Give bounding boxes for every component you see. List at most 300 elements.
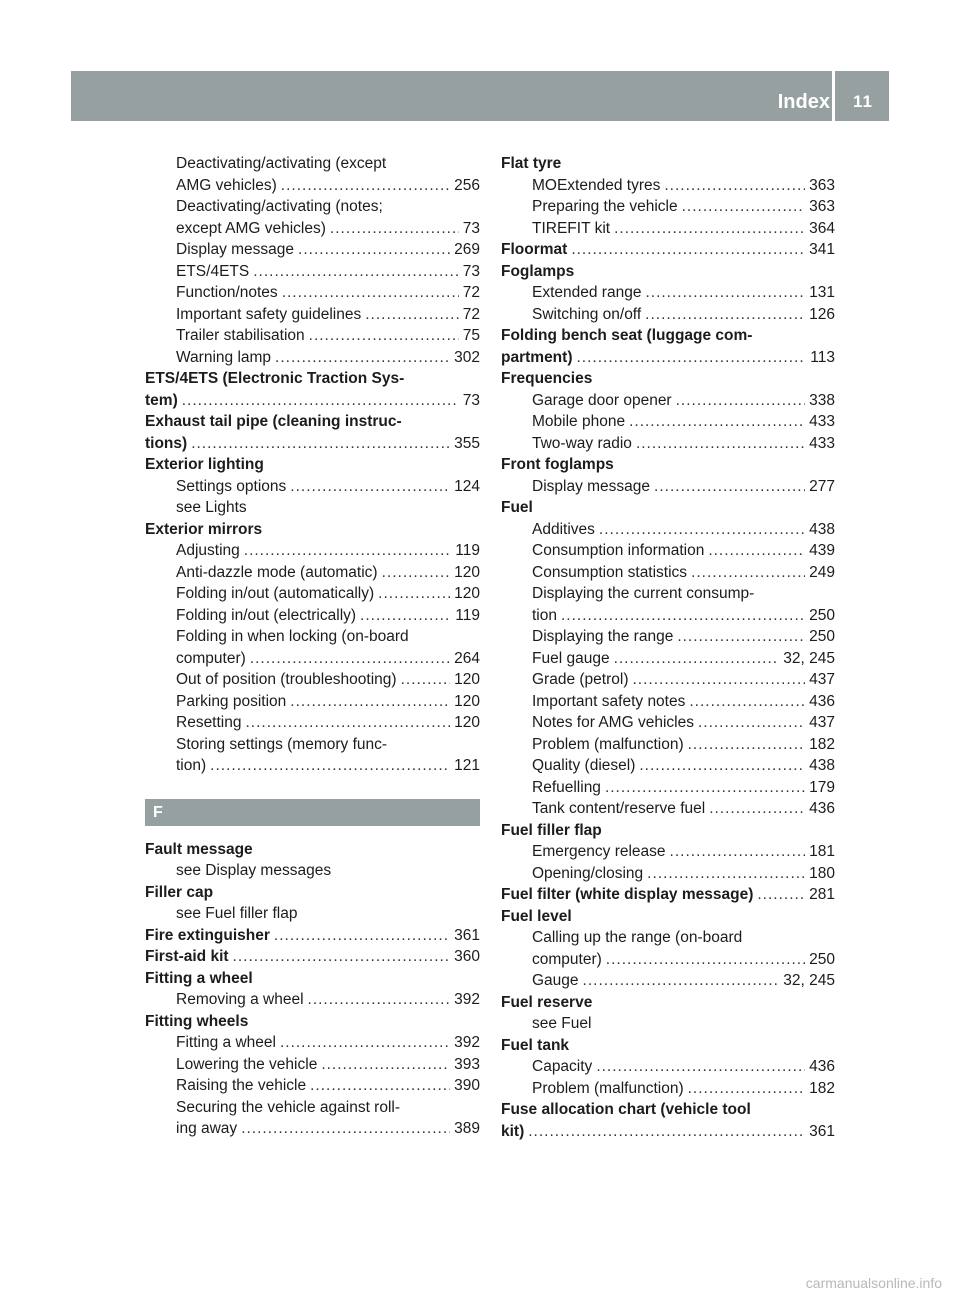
index-entry-heading (501, 454, 835, 476)
dot-leader (245, 712, 450, 734)
page-reference: 124 (454, 477, 480, 495)
page-reference: 32, 245 (783, 649, 835, 667)
entry-text: Adjusting (176, 542, 240, 559)
dot-leader (632, 669, 805, 691)
dot-leader (290, 691, 450, 713)
entry-text: Filler cap (145, 883, 214, 901)
page-reference: 72 (462, 284, 480, 301)
index-column-left (145, 153, 480, 1140)
page-reference: 119 (455, 542, 480, 559)
dot-leader (654, 476, 805, 498)
entry-text: Quality (diesel) (532, 757, 636, 774)
index-entry-heading (501, 820, 835, 842)
entry-text: Folding in when locking (on-board (176, 628, 409, 645)
index-entry (501, 777, 835, 799)
page-reference: 437 (809, 671, 835, 688)
index-entry-heading (145, 882, 480, 904)
index-entry (501, 540, 835, 562)
index-entry (145, 1097, 480, 1119)
index-entry (145, 175, 480, 197)
section-title: Index (777, 91, 830, 113)
index-entry (501, 304, 835, 326)
dot-leader (647, 863, 805, 885)
page-reference: 250 (809, 950, 835, 968)
entry-text: Switching on/off (532, 305, 642, 323)
entry-text: Trailer stabilisation (176, 327, 305, 344)
left-entries-bottom (145, 839, 480, 1140)
page-reference: 436 (809, 692, 835, 710)
dot-leader (528, 1121, 805, 1143)
entry-text: Folding in/out (automatically) (176, 585, 375, 602)
entry-text: Grade (petrol) (532, 671, 629, 688)
dot-leader (290, 476, 450, 498)
index-entry (145, 989, 480, 1011)
index-entry (501, 734, 835, 756)
dot-leader (664, 175, 805, 197)
index-entry (145, 755, 480, 777)
index-entry (145, 712, 480, 734)
index-entry (145, 153, 480, 175)
page-reference: 131 (809, 284, 835, 301)
entry-text: Additives (532, 520, 595, 538)
page-reference: 390 (454, 1077, 480, 1094)
entry-text: Foglamps (501, 262, 575, 280)
entry-text: tion (532, 606, 557, 624)
page-reference: 439 (809, 542, 835, 559)
index-entry (501, 1078, 835, 1100)
dot-leader (241, 1118, 450, 1140)
index-entry-heading (501, 906, 835, 928)
page-reference: 120 (454, 563, 480, 581)
page-reference: 438 (809, 757, 835, 774)
index-entry-heading (145, 925, 480, 947)
entry-text: Exhaust tail pipe (cleaning instruc- (145, 413, 402, 430)
entry-text: AMG vehicles) (176, 176, 277, 194)
page-reference: 32, 245 (783, 972, 835, 989)
dot-leader (275, 347, 450, 369)
entry-text: ETS/4ETS (Electronic Traction Sys- (145, 370, 405, 387)
entry-text: Notes for AMG vehicles (532, 714, 694, 731)
dot-leader (691, 562, 805, 584)
index-entry (145, 325, 480, 347)
entry-text: Problem (malfunction) (532, 1079, 684, 1097)
entry-text: Display message (176, 241, 295, 258)
entry-text: Settings options (176, 477, 287, 495)
index-entry (145, 218, 480, 240)
index-entry-heading (501, 261, 835, 283)
dot-leader (309, 325, 459, 347)
entry-text: tion) (176, 757, 207, 774)
index-entry-heading (145, 839, 480, 861)
page-reference: 389 (454, 1120, 480, 1137)
index-entry (501, 1056, 835, 1078)
dot-leader (191, 433, 450, 455)
entry-text: Tank content/reserve fuel (532, 800, 706, 817)
page-reference: 113 (810, 348, 835, 366)
page-reference: 436 (809, 800, 835, 817)
page-reference: 182 (809, 735, 835, 753)
entry-text: Fuel gauge (532, 649, 610, 667)
page-reference: 281 (809, 886, 835, 903)
page-reference: 249 (809, 563, 835, 581)
page-reference: 121 (454, 757, 480, 774)
entry-text: Capacity (532, 1058, 593, 1075)
entry-text: Opening/closing (532, 864, 644, 882)
index-entry (145, 1032, 480, 1054)
dot-leader (698, 712, 805, 734)
entry-text: Storing settings (memory func- (176, 735, 388, 753)
entry-text: Consumption statistics (532, 563, 688, 581)
entry-text: Flat tyre (501, 155, 562, 172)
section-letter: F (153, 803, 163, 821)
index-entry (145, 648, 480, 670)
page-reference: 181 (809, 843, 835, 860)
dot-leader (605, 777, 805, 799)
index-entry (145, 691, 480, 713)
dot-leader (599, 519, 805, 541)
index-entry (145, 860, 480, 882)
index-entry-heading (501, 347, 835, 369)
dot-leader (365, 304, 459, 326)
index-entry-heading (145, 968, 480, 990)
entry-text: Displaying the current consump- (532, 585, 755, 602)
dot-leader (321, 1054, 450, 1076)
page-reference: 364 (809, 219, 835, 237)
index-entry (145, 497, 480, 519)
dot-leader (606, 949, 805, 971)
index-entry-heading (145, 1011, 480, 1033)
entry-text: ETS/4ETS (176, 262, 250, 280)
entry-text: Floormat (501, 241, 568, 258)
page-reference: 433 (809, 413, 835, 430)
index-entry (145, 196, 480, 218)
entry-text: Fuel filter (white display message) (501, 886, 754, 903)
index-entry (145, 476, 480, 498)
dot-leader (614, 648, 780, 670)
index-entry (501, 648, 835, 670)
entry-text: Preparing the vehicle (532, 198, 678, 215)
index-entry (145, 669, 480, 691)
page-reference: 433 (809, 434, 835, 452)
dot-leader (571, 239, 805, 261)
page-reference: 437 (809, 714, 835, 731)
dot-leader (330, 218, 459, 240)
entry-text: see Fuel (532, 1015, 592, 1032)
page-reference: 338 (809, 391, 835, 409)
index-entry (145, 1075, 480, 1097)
dot-leader (280, 1032, 450, 1054)
dot-leader (244, 540, 452, 562)
index-entry (501, 755, 835, 777)
index-entry (501, 691, 835, 713)
entry-text: First-aid kit (145, 948, 229, 965)
entry-text: Gauge (532, 972, 579, 989)
entry-text: Fuse allocation chart (vehicle tool (501, 1101, 751, 1118)
entry-text: Refuelling (532, 778, 601, 796)
page-reference: 250 (809, 628, 835, 645)
page-reference: 120 (454, 671, 480, 688)
page-reference: 360 (454, 948, 480, 965)
page-reference: 250 (809, 606, 835, 624)
dot-leader (310, 1075, 450, 1097)
page-reference: 392 (454, 1034, 480, 1051)
dot-leader (670, 841, 806, 863)
index-entry (501, 583, 835, 605)
page-reference: 361 (454, 926, 480, 944)
index-column-right (501, 153, 835, 1142)
entry-text: see Fuel filler flap (176, 905, 298, 922)
index-entry (501, 1013, 835, 1035)
index-entry (145, 1054, 480, 1076)
dot-leader (709, 798, 805, 820)
index-entry-heading (145, 519, 480, 541)
index-entry-heading (501, 1099, 835, 1121)
entry-text: Fuel (501, 499, 533, 516)
index-entry (501, 863, 835, 885)
page-reference: 75 (462, 327, 480, 344)
page-reference: 120 (454, 585, 480, 602)
entry-text: Lowering the vehicle (176, 1055, 318, 1073)
index-entry-heading (501, 497, 835, 519)
dot-leader (682, 196, 806, 218)
dot-leader (636, 433, 805, 455)
entry-text: Raising the vehicle (176, 1077, 307, 1094)
entry-text: Out of position (troubleshooting) (176, 671, 397, 688)
dot-leader (629, 411, 805, 433)
entry-text: Removing a wheel (176, 991, 304, 1008)
page-reference: 120 (454, 714, 480, 731)
index-entry (501, 626, 835, 648)
entry-text: Frequencies (501, 370, 593, 387)
entry-text: Consumption information (532, 542, 705, 559)
index-entry-heading (501, 1035, 835, 1057)
page-reference: 73 (462, 262, 480, 280)
dot-leader (233, 946, 451, 968)
index-entry-heading (501, 325, 835, 347)
index-entry-heading (501, 1121, 835, 1143)
entry-text: Fitting a wheel (145, 969, 253, 987)
index-entry (501, 175, 835, 197)
index-entry (501, 798, 835, 820)
index-entry (501, 411, 835, 433)
index-entry (145, 626, 480, 648)
entry-text: Extended range (532, 284, 642, 301)
dot-leader (360, 605, 451, 627)
index-entry (501, 841, 835, 863)
index-entry (501, 562, 835, 584)
dot-leader (645, 304, 805, 326)
page-reference: 179 (809, 778, 835, 796)
index-entry-heading (501, 368, 835, 390)
entry-text: see Display messages (176, 862, 332, 879)
index-entry (501, 712, 835, 734)
page-reference: 256 (454, 176, 480, 194)
entry-text: Function/notes (176, 284, 278, 301)
entry-text: Resetting (176, 714, 242, 731)
page-reference: 73 (462, 219, 480, 237)
index-entry (145, 282, 480, 304)
entry-text: Deactivating/activating (except (176, 155, 387, 172)
dot-leader (583, 970, 780, 992)
index-entry (501, 669, 835, 691)
dot-leader (757, 884, 805, 906)
entry-text: Problem (malfunction) (532, 735, 684, 753)
page-reference: 392 (454, 991, 480, 1008)
index-entry (501, 949, 835, 971)
index-entry (145, 239, 480, 261)
page-reference: 436 (809, 1058, 835, 1075)
entry-text: Exterior lighting (145, 456, 264, 473)
right-entries (501, 153, 835, 1142)
section-letter-bar (145, 799, 480, 826)
entry-text: Securing the vehicle against roll- (176, 1098, 401, 1116)
dot-leader (645, 282, 805, 304)
page-number: 11 (853, 92, 873, 111)
entry-text: Displaying the range (532, 628, 674, 645)
index-entry-heading (145, 411, 480, 433)
index-entry-heading (501, 239, 835, 261)
index-entry (145, 903, 480, 925)
entry-text: Fitting a wheel (176, 1034, 276, 1051)
index-entry (145, 347, 480, 369)
index-entry (145, 1118, 480, 1140)
page-reference: 361 (809, 1122, 835, 1140)
entry-text: Folding bench seat (luggage com- (501, 327, 753, 344)
entry-text: TIREFIT kit (532, 219, 611, 237)
page-reference: 264 (454, 649, 480, 667)
index-entry (145, 605, 480, 627)
entry-text: Garage door opener (532, 391, 672, 409)
page-reference: 341 (809, 241, 835, 258)
index-entry-heading (145, 390, 480, 412)
entry-text: Fuel filler flap (501, 821, 602, 839)
entry-text: Fitting wheels (145, 1012, 249, 1030)
page-reference: 72 (462, 305, 480, 323)
dot-leader (677, 626, 805, 648)
entry-text: see Lights (176, 499, 247, 516)
index-entry (501, 390, 835, 412)
entry-text: Two-way radio (532, 434, 632, 452)
index-entry-heading (145, 433, 480, 455)
entry-text: Front foglamps (501, 456, 614, 473)
index-entry (501, 218, 835, 240)
entry-text: Important safety guidelines (176, 305, 362, 323)
entry-text: partment) (501, 348, 573, 366)
dot-leader (708, 540, 805, 562)
index-entry (501, 519, 835, 541)
entry-text: kit) (501, 1122, 525, 1140)
dot-leader (182, 390, 459, 412)
entry-text: computer) (532, 950, 602, 968)
entry-text: except AMG vehicles) (176, 219, 326, 237)
dot-leader (688, 734, 806, 756)
dot-leader (382, 562, 451, 584)
entry-text: Fire extinguisher (145, 926, 270, 944)
page-reference: 393 (454, 1055, 480, 1073)
entry-text: MOExtended tyres (532, 176, 661, 194)
dot-leader (614, 218, 805, 240)
entry-text: Deactivating/activating (notes; (176, 198, 383, 215)
dot-leader (298, 239, 450, 261)
left-entries-top (145, 153, 480, 777)
dot-leader (596, 1056, 805, 1078)
index-entry (501, 433, 835, 455)
entry-text: Fuel level (501, 907, 572, 925)
entry-text: Display message (532, 477, 651, 495)
dot-leader (561, 605, 805, 627)
entry-text: Warning lamp (176, 348, 272, 366)
watermark: carmanualsonline.info (805, 1275, 942, 1291)
index-entry (145, 540, 480, 562)
entry-text: Fuel tank (501, 1036, 570, 1054)
index-entry-heading (501, 153, 835, 175)
page-reference: 363 (809, 198, 835, 215)
entry-text: Mobile phone (532, 413, 626, 430)
entry-text: Exterior mirrors (145, 520, 263, 538)
page-reference: 277 (809, 477, 835, 495)
dot-leader (250, 648, 450, 670)
dot-leader (378, 583, 450, 605)
page-reference: 73 (462, 391, 480, 409)
dot-leader (308, 989, 451, 1011)
index-entry (145, 734, 480, 756)
dot-leader (576, 347, 806, 369)
entry-text: tem) (145, 391, 178, 409)
entry-text: Fault message (145, 840, 253, 858)
index-entry (501, 970, 835, 992)
index-entry (501, 282, 835, 304)
dot-leader (401, 669, 451, 691)
page-reference: 355 (454, 434, 480, 452)
dot-leader (274, 925, 450, 947)
index-entry (501, 196, 835, 218)
dot-leader (688, 1078, 806, 1100)
index-entry-heading (501, 992, 835, 1014)
page-reference: 126 (809, 305, 835, 323)
index-entry (145, 261, 480, 283)
entry-text: Fuel reserve (501, 993, 593, 1011)
header-divider (832, 71, 835, 121)
dot-leader (210, 755, 450, 777)
dot-leader (253, 261, 459, 283)
dot-leader (282, 282, 459, 304)
page-reference: 119 (455, 606, 480, 624)
page-reference: 120 (454, 692, 480, 710)
page-reference: 269 (454, 241, 480, 258)
entry-text: computer) (176, 649, 246, 667)
dot-leader (689, 691, 805, 713)
entry-text: Important safety notes (532, 692, 686, 710)
entry-text: Anti-dazzle mode (automatic) (176, 563, 378, 581)
entry-text: ing away (176, 1120, 238, 1137)
page-reference: 302 (454, 348, 480, 366)
index-entry (501, 605, 835, 627)
page-reference: 180 (809, 864, 835, 882)
entry-text: Parking position (176, 692, 287, 710)
dot-leader (639, 755, 805, 777)
entry-text: Folding in/out (electrically) (176, 606, 357, 624)
index-entry (145, 304, 480, 326)
index-entry (501, 927, 835, 949)
index-entry-heading (145, 368, 480, 390)
index-entry-heading (145, 946, 480, 968)
dot-leader (281, 175, 450, 197)
entry-text: tions) (145, 434, 188, 452)
index-entry-heading (501, 884, 835, 906)
index-entry (501, 476, 835, 498)
page-reference: 363 (809, 176, 835, 194)
index-entry (145, 562, 480, 584)
